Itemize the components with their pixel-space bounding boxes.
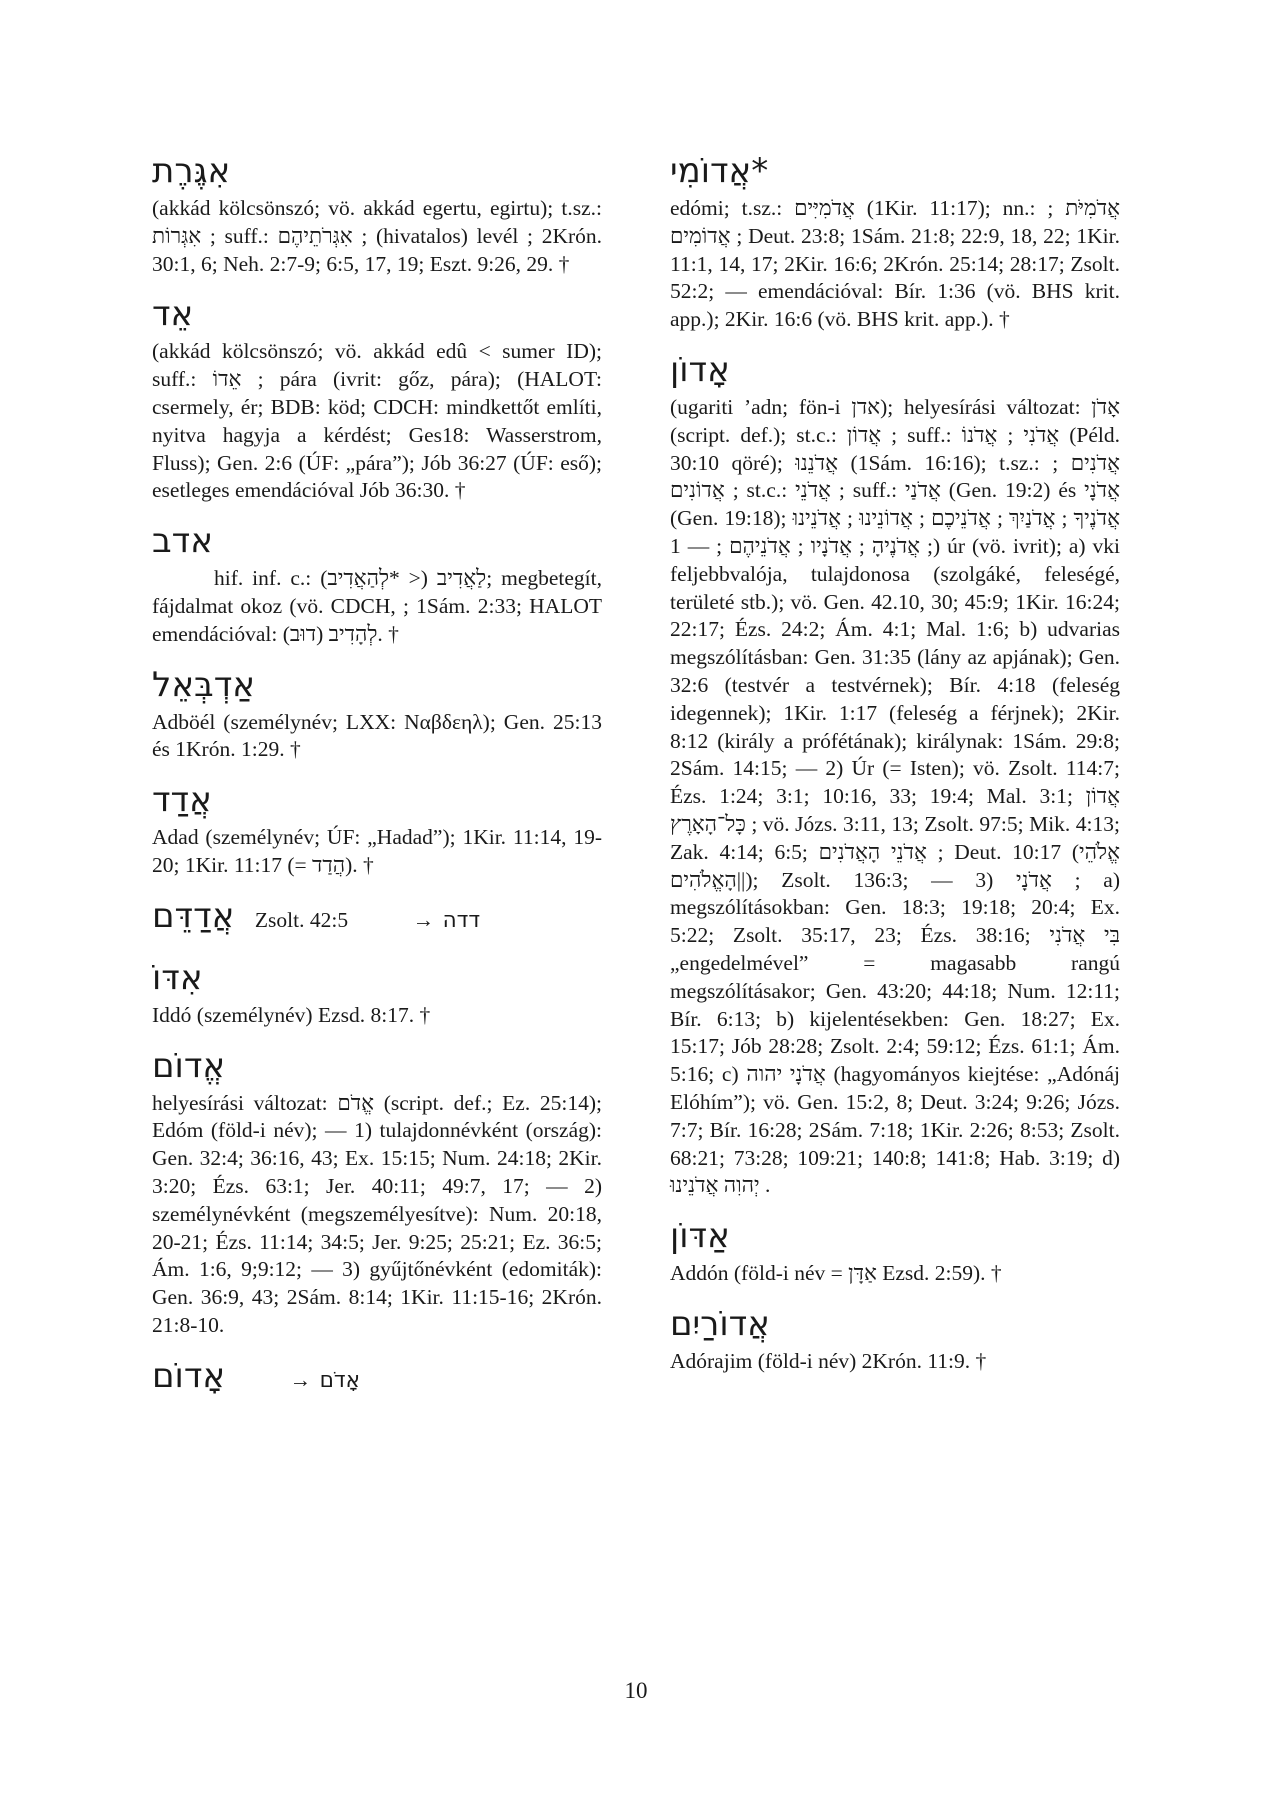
headword: אֱדוֹם (152, 1045, 226, 1086)
headword: אָדוֹן (670, 349, 730, 390)
headword: *אֲדוֹמִי (670, 151, 769, 191)
entry-adom (152, 1355, 602, 1402)
entry-adaddem (152, 895, 602, 942)
entry-edomi (670, 150, 1120, 334)
headword: אֲדַד (152, 780, 212, 821)
entry-text: Iddó (személynév) Ezsd. 8:17. † (152, 1002, 431, 1027)
headword: אֲדַדֵּם (152, 895, 235, 936)
cross-reference: Zsolt. 42:5 (254, 907, 349, 932)
see-also-target: דדה (442, 907, 481, 933)
entry-iddo (152, 957, 602, 1030)
headword: אַדּוֹן (670, 1216, 730, 1257)
headword: אדב (152, 521, 213, 562)
headword: אֵד (152, 294, 194, 335)
entry-iggeret (152, 150, 602, 278)
right-column (670, 150, 1120, 1391)
headword: אֲדוֹרַיִם (670, 1303, 770, 1344)
see-also-target: אָדֹם (319, 1367, 361, 1393)
entry-adbeel (152, 664, 602, 765)
entry-adon (670, 349, 1120, 1200)
page-number: 10 (624, 1678, 648, 1703)
entry-addon (670, 1215, 1120, 1288)
entry-text: hif. inf. c.: לַאֲדִיב (< *לְהַאֲדִיב); megbetegít, fájdalmat okoz (vö. CDCH, ; 1Sám. 2:33; HALOT emendációval: לְהָדִיב (דוּב). † (152, 566, 602, 646)
entry-text: Addón (föld-i név = אַדָּן Ezsd. 2:59). † (670, 1261, 1002, 1286)
entry-text: edómi; t.sz.: אֲדֹמִיִּים (1Kir. 11:17); nn.: אֲדֹמִיֹּת ; אֲדוֹמִים ; Deut. 23:8; 1Sám. 21:8; 22:9, 18, 22; 1Kir. 11:1, 14, 17; 2Kir. 16:6; 2Krón. 25:14; 28:17; Zsolt. 52:2; — emendációval: Bír. 1:36 (vö. BHS krit. app.); 2Kir. 16:6 (vö. BHS krit. app.). † (670, 196, 1120, 332)
entry-adad (152, 779, 602, 880)
entry-text: Adórajim (föld-i név) 2Krón. 11:9. † (670, 1348, 987, 1373)
left-column (152, 150, 602, 1417)
entry-text: (ugariti ’adn; fön-i אדן); helyesírási változat: אָדֹן (script. def.); st.c.: אֲדוֹן ; suff.: אֲדֹנִי ; אֲדֹנוֹ (Péld. 30:10 qöré); אֲדֹנֵנוּ (1Sám. 16:16); t.sz.: אֲדֹנִים ; אֲדוֹנִים ; st.c.: אֲדֹנֵי ; suff.: אֲדֹנַי (Gen. 19:2) és אֲדֹנָי (Gen. 19:18); אֲדֹנֶיךָ ; אֲדֹנַיִךְ ; אֲדֹנֵיכֶם ; אֲדוֹנֵינוּ ; אֲדֹנֵינוּ ; אֲדֹנֶיהָ ; אֲדֹנָיו ; אֲדֹנֵיהֶם ; — 1) úr (vö. ivrit); a) vki feljebbvalója, tulajdonosa (szolgáké, feleségé, területé stb.); vö. Gen. 42.10, 30; 45:9; 1Kir. 16:24; 22:17; Ézs. 24:2; Ám. 4:1; Mal. 1:6; b) udvarias megszólításban: Gen. 31:35 (lány az apjának); Gen. 32:6 (testvér a testvérnek); Bír. 4:18 (feleség idegennek); 1Kir. 1:17 (feleség a férjnek); 2Kir. 8:12 (király a prófétának); királynak: 1Sám. 29:8; 2Sám. 14:15; — 2) Úr (= Isten); vö. Zsolt. 114:7; Ézs. 1:24; 3:1; 10:16, 33; 19:4; Mal. 3:1; אֲדוֹן כָּל־הָאָרֶץ ; vö. Józs. 3:11, 13; Zsolt. 97:5; Mik. 4:13; Zak. 4:14; 6:5; אֲדֹנֵי הָאֲדֹנִים ; Deut. 10:17 (אֱלֹהֵי הָאֱלֹהִים||); Zsolt. 136:3; — 3) אֲדֹנָי ; a) megszólításokban: Gen. 18:3; 19:18; 20:4; Ex. 5:22; Zsolt. 35:17, 23; Ézs. 38:16; בִּי אֲדֹנִי „engedelmével” = magasabb rangú megszólításakor; Gen. 43:20; 44:18; Num. 12:11; Bír. 6:13; b) kijelentésekben: Gen. 18:27; Ex. 15:17; Jób 28:28; Zsolt. 2:4; 59:12; Ézs. 61:1; Ám. 5:16; c) אֲדֹנָי יהוה (hagyományos kiejtése: „Adónáj Elóhím”); vö. Gen. 15:2, 8; Deut. 3:24; 9:26; Józs. 7:7; Bír. 16:28; 2Sám. 7:18; 1Kir. 2:26; 8:53; Zsolt. 68:21; 73:28; 109:21; 140:8; 141:8; Hab. 3:19; d) יְהוִה אֲדֹנֵינוּ . (670, 394, 1120, 1198)
arrow-icon: → (289, 1367, 312, 1392)
entry-ed (152, 293, 602, 505)
headword: אִגֶּרֶת (152, 151, 231, 191)
entry-adorajim (670, 1303, 1120, 1376)
entry-adb (152, 520, 602, 648)
entry-text: (akkád kölcsönszó; vö. akkád edû < sumer ID); suff.: אֵדוֹ ; pára (ivrit: gőz, pára); (HALOT: csermely, ér; BDB: köd; CDCH: mindkettőt említi, nyitva hagyja a kérdést; Ges18: Wasserstrom, Fluss); Gen. 2:6 (ÚF: „pára”); Jób 36:27 (ÚF: eső); esetleges emendációval Jób 36:30. † (152, 339, 602, 503)
entry-text: (akkád kölcsönszó; vö. akkád egertu, egirtu); t.sz.: אִגְּרוֹת ; suff.: אִגְּרֹתֵיהֶם ; (hivatalos) levél ; 2Krón. 30:1, 6; Neh. 2:7-9; 6:5, 17, 19; Eszt. 9:26, 29. † (152, 196, 603, 276)
arrow-icon: → (412, 907, 435, 932)
headword: אַדְבְּאֵל (152, 664, 255, 705)
entry-edom (152, 1045, 602, 1340)
entry-text: helyesírási változat: אֱדֹם (script. def.; Ez. 25:14); Edóm (föld-i név); — 1) tulajdonnévként (ország): Gen. 32:4; 36:16, 43; Ex. 15:15; Num. 24:18; 2Kir. 3:20; Ézs. 63:1; Jer. 40:11; 49:7, 17; — 2) személynévként (megszemélyesítve): Num. 20:18, 20-21; Ézs. 11:14; 34:5; Jer. 9:25; 25:21; Ez. 36:5; Ám. 1:6, 9;9:12; — 3) gyűjtőnévként (edomiták): Gen. 36:9, 43; 2Sám. 8:14; 1Kir. 11:15-16; 2Krón. 21:8-10. (152, 1090, 603, 1337)
entry-text: Adad (személynév; ÚF: „Hadad”); 1Kir. 11:14, 19-20; 1Kir. 11:17 (= הֲדַד). † (152, 825, 602, 877)
entry-text: Adböél (személynév; LXX: Ναβδεηλ); Gen. 25:13 és 1Krón. 1:29. † (152, 709, 602, 762)
headword: אִדּוֹ (152, 957, 203, 998)
headword: אָדוֹם (152, 1355, 226, 1396)
